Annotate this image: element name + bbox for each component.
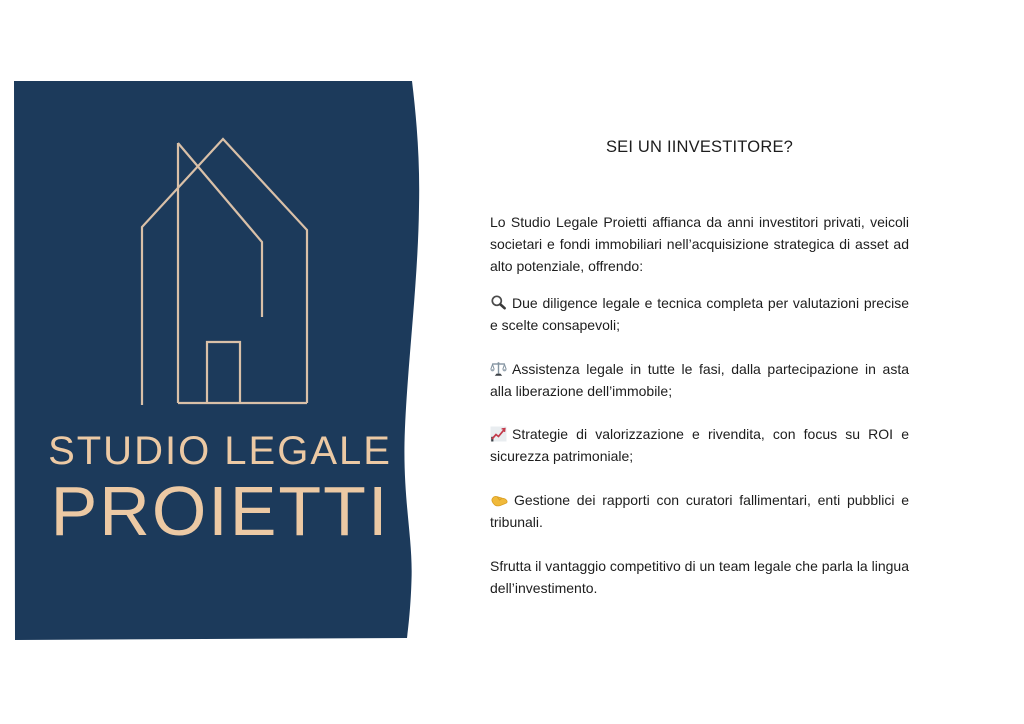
brand-name-line1: STUDIO LEGALE <box>48 429 392 473</box>
bullet-text: Due diligence legale e tecnica completa per valutazioni precise e scelte consapevoli; <box>490 295 909 333</box>
chart-increasing-icon <box>490 426 507 442</box>
bullet-strategie <box>490 423 909 467</box>
closing-paragraph: Sfrutta il vantaggio competitivo di un team legale che parla la lingua dell’investimento. <box>490 558 909 596</box>
bullet-text: Assistenza legale in tutte le fasi, dalla partecipazione in asta alla liberazione dell’immobile; <box>490 361 909 399</box>
panel-shape <box>14 81 419 640</box>
brand-name-line2: PROIETTI <box>50 472 390 550</box>
magnifier-icon <box>490 294 507 311</box>
handshake-icon <box>490 494 509 508</box>
bullet-text: Strategie di valorizzazione e rivendita, con focus su ROI e sicurezza patrimoniale; <box>490 426 909 464</box>
brand-panel <box>0 0 430 724</box>
bullet-gestione-rapporti <box>490 489 909 533</box>
bullet-assistenza-legale <box>490 358 909 402</box>
bullet-due-diligence <box>490 292 909 336</box>
bullet-text: Gestione dei rapporti con curatori fallimentari, enti pubblici e tribunali. <box>490 492 909 530</box>
page-title: SEI UN IINVESTITORE? <box>605 138 794 156</box>
scales-of-justice-icon <box>490 361 507 377</box>
intro-paragraph: Lo Studio Legale Proietti affianca da anni investitori privati, veicoli societari e fondi immobiliari nell’acquisizione strategica di asset ad alto potenziale, offrendo: <box>490 214 909 274</box>
